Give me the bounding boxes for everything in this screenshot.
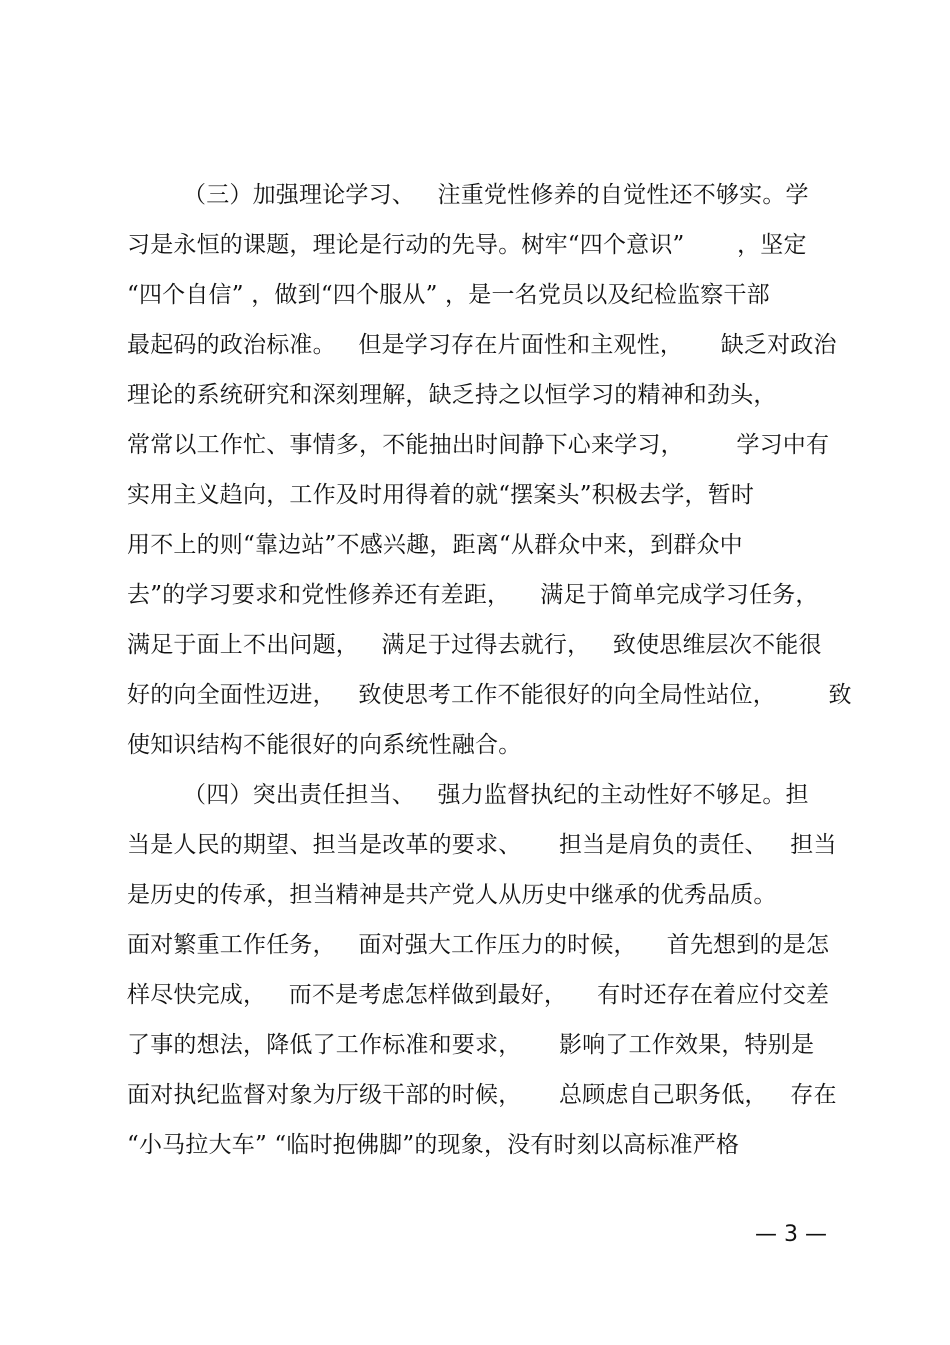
paragraph-line: 理论的系统研究和深刻理解，缺乏持之以恒学习的精神和劲头， bbox=[127, 382, 777, 408]
paragraph-line: 好的向全面性迈进， 致使思考工作不能很好的向全局性站位， 致 bbox=[127, 682, 852, 708]
page-number: — 3 — bbox=[755, 1222, 827, 1247]
paragraph-line: 样尽快完成， 而不是考虑怎样做到最好， 有时还存在着应付交差 bbox=[127, 982, 830, 1008]
paragraph-line: 面对繁重工作任务， 面对强大工作压力的时候， 首先想到的是怎 bbox=[127, 932, 830, 958]
paragraph-line: 了事的想法，降低了工作标准和要求， 影响了工作效果，特别是 bbox=[127, 1032, 815, 1058]
paragraph-line: “四个自信” ，做到“四个服从” ，是一名党员以及纪检监察干部 bbox=[127, 282, 770, 308]
paragraph-line: 面对执纪监督对象为厅级干部的时候， 总顾虑自己职务低， 存在 bbox=[127, 1082, 837, 1108]
paragraph-line: 用不上的则“靠边站”不感兴趣，距离“从群众中来，到群众中 bbox=[127, 532, 743, 558]
paragraph-line: 实用主义趋向，工作及时用得着的就“摆案头”积极去学，暂时 bbox=[127, 482, 755, 508]
paragraph-line: 去”的学习要求和党性修养还有差距， 满足于简单完成学习任务， bbox=[127, 582, 819, 608]
paragraph-line: 最起码的政治标准。 但是学习存在片面性和主观性， 缺乏对政治 bbox=[127, 332, 837, 358]
paragraph-line: 常常以工作忙、事情多，不能抽出时间静下心来学习， 学习中有 bbox=[127, 432, 830, 458]
paragraph-line: 是历史的传承，担当精神是共产党人从历史中继承的优秀品质。 bbox=[127, 882, 777, 908]
paragraph-line: 当是人民的期望、担当是改革的要求、 担当是肩负的责任、 担当 bbox=[127, 832, 837, 858]
paragraph-line: （四）突出责任担当、 强力监督执纪的主动性好不够足。担 bbox=[183, 782, 809, 808]
paragraph-line: （三）加强理论学习、 注重党性修养的自觉性还不够实。学 bbox=[183, 182, 809, 208]
paragraph-line: 满足于面上不出问题， 满足于过得去就行， 致使思维层次不能很 bbox=[127, 632, 822, 658]
paragraph-line: 使知识结构不能很好的向系统性融合。 bbox=[127, 732, 522, 758]
paragraph-line: 习是永恒的课题，理论是行动的先导。树牢“四个意识” ，坚定 bbox=[127, 232, 807, 258]
paragraph-line: “小马拉大车” “临时抱佛脚”的现象，没有时刻以高标准严格 bbox=[127, 1132, 740, 1158]
